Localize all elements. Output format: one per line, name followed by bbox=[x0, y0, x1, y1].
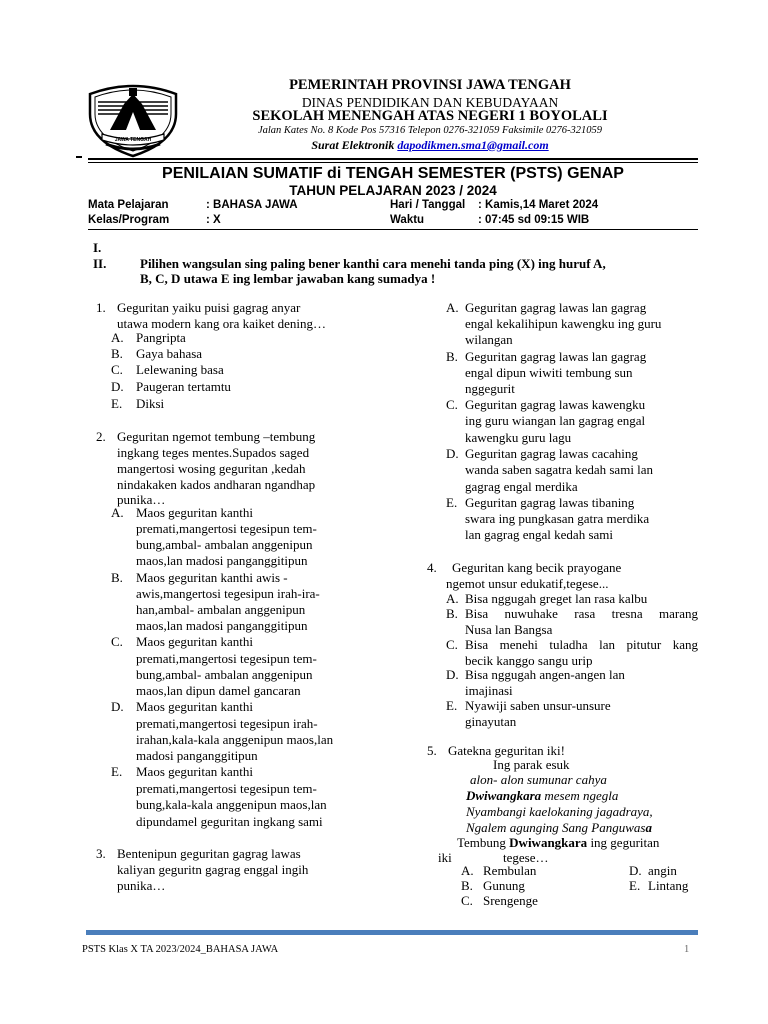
option-key: A. bbox=[111, 505, 124, 520]
option-text: Diksi bbox=[136, 396, 165, 411]
letterhead-email-line bbox=[190, 138, 670, 153]
option-key: D. bbox=[111, 699, 124, 714]
time-label: Waktu bbox=[390, 214, 425, 226]
letterhead-school: SEKOLAH MENENGAH ATAS NEGERI 1 BOYOLALI bbox=[252, 108, 608, 124]
letterhead-rule-thick bbox=[88, 158, 698, 160]
option-text: ing guru wiangan lan gagrag engal bbox=[465, 413, 646, 428]
option-key: A. bbox=[446, 300, 459, 315]
instruction-line-1: Pilihen wangsulan sing paling bener kanthi cara menehi tanda ping (X) ing huruf A, bbox=[140, 256, 606, 271]
option-text: lan gagrag engal kedah sami bbox=[465, 527, 613, 542]
poem-keyword: Dwiwangkara bbox=[466, 788, 542, 803]
province-logo bbox=[84, 80, 182, 160]
option-text: maos,lan dipun damel gancaran bbox=[136, 683, 301, 698]
option-key: C. bbox=[111, 362, 123, 377]
option-key: C. bbox=[461, 893, 473, 908]
option-text: wilangan bbox=[465, 332, 513, 347]
letterhead-rule-thin bbox=[88, 162, 698, 163]
question-stem-line bbox=[457, 835, 659, 852]
option-text: Geguritan gagrag lawas tibaning bbox=[465, 495, 635, 510]
option-key: D. bbox=[111, 379, 124, 394]
option-text: madosi panganggitipun bbox=[136, 748, 258, 763]
question-number: 2. bbox=[96, 429, 106, 444]
option-key: B. bbox=[111, 570, 123, 585]
letterhead-government: PEMERINTAH PROVINSI JAWA TENGAH bbox=[289, 77, 571, 93]
option-text: becik kanggo sangu urip bbox=[465, 653, 593, 668]
option-text: Bisa nggugah angen-angen lan bbox=[465, 667, 625, 682]
poem-line-rest: mesem ngegla bbox=[541, 788, 619, 803]
subject-value: : BAHASA JAWA bbox=[206, 199, 298, 211]
question-stem-line: punika… bbox=[117, 878, 166, 893]
question-number: 4. bbox=[427, 560, 437, 575]
question-stem-line: ngemot unsur edukatif,tegese... bbox=[446, 576, 609, 591]
question-stem-line: Geguritan kang becik prayogane bbox=[452, 560, 622, 575]
option-key: D. bbox=[629, 863, 642, 878]
option-key: C. bbox=[446, 637, 458, 652]
letterhead-department: DINAS PENDIDIKAN DAN KEBUDAYAAN bbox=[301, 95, 559, 110]
option-key: B. bbox=[461, 878, 473, 893]
option-text: Gaya bahasa bbox=[136, 346, 203, 361]
option-text: Maos geguritan kanthi bbox=[136, 634, 253, 649]
option-key: A. bbox=[461, 863, 474, 878]
option-key: C. bbox=[446, 397, 458, 412]
option-text: bung,kala-kala anggenipun maos,lan bbox=[136, 797, 327, 812]
date-value: : Kamis,14 Maret 2024 bbox=[478, 199, 599, 211]
poem-title: Ing parak esuk bbox=[493, 757, 570, 772]
option-text: Geguritan gagrag lawas lan gagrag bbox=[465, 349, 647, 364]
letterhead-dash bbox=[76, 156, 82, 158]
option-text: wanda saben sagatra kedah sami lan bbox=[465, 462, 654, 477]
option-text: imajinasi bbox=[465, 683, 513, 698]
exam-title: PENILAIAN SUMATIF di TENGAH SEMESTER (PSTS) GENAP bbox=[162, 165, 624, 182]
option-text: swara ing pungkasan gatra merdika bbox=[465, 511, 650, 526]
option-text: Maos geguritan kanthi awis - bbox=[136, 570, 288, 585]
time-value: : 07:45 sd 09:15 WIB bbox=[478, 214, 590, 226]
option-text: Lintang bbox=[648, 878, 689, 893]
option-key: E. bbox=[111, 764, 123, 779]
footer-bar bbox=[86, 930, 698, 935]
option-text: irahan,kala-kala anggenipun maos,lan bbox=[136, 732, 334, 747]
option-text: engal dipun wiwiti tembung sun bbox=[465, 365, 633, 380]
option-text: bung,ambal- ambalan anggenipun bbox=[136, 537, 313, 552]
option-text: Geguritan gagrag lawas lan gagrag bbox=[465, 300, 647, 315]
option-text: Pangripta bbox=[136, 330, 186, 345]
option-text: Maos geguritan kanthi bbox=[136, 505, 253, 520]
option-text: Gunung bbox=[483, 878, 525, 893]
option-text: premati,mangertosi tegesipun tem- bbox=[136, 651, 317, 666]
option-text: Bisa menehi tuladha lan pitutur kang bbox=[465, 637, 698, 652]
section-number-1: I. bbox=[93, 240, 102, 255]
question-stem-line: iki bbox=[438, 850, 452, 865]
letterhead-address: Jalan Kates No. 8 Kode Pos 57316 Telepon 0276-321059 Faksimile 0276-321059 bbox=[257, 125, 603, 136]
option-text: maos,lan madosi panganggitipun bbox=[136, 618, 308, 633]
class-value: : X bbox=[206, 214, 221, 226]
option-text: kawengku guru lagu bbox=[465, 430, 572, 445]
option-text: gagrag engal merdika bbox=[465, 479, 578, 494]
option-text: Maos geguritan kanthi bbox=[136, 699, 253, 714]
question-stem-line: mangertosi wosing geguritan ,kedah bbox=[117, 461, 306, 476]
option-text: Bisa nuwuhake rasa tresna marang bbox=[465, 606, 698, 621]
option-text: han,ambal- ambalan anggenipun bbox=[136, 602, 306, 617]
email-label: Surat Elektronik bbox=[311, 138, 395, 152]
option-text: nggegurit bbox=[465, 381, 515, 396]
option-text: Lelewaning basa bbox=[136, 362, 224, 377]
section-number-2: II. bbox=[93, 256, 107, 271]
option-key: D. bbox=[446, 446, 459, 461]
question-stem-line: Geguritan ngemot tembung –tembung bbox=[117, 429, 316, 444]
date-label: Hari / Tanggal bbox=[390, 199, 466, 211]
class-label: Kelas/Program bbox=[88, 214, 170, 226]
question-stem-line: tegese… bbox=[503, 850, 549, 865]
poem-line-end: a bbox=[645, 820, 652, 835]
question-stem-line: ingkang teges mentes.Supados saged bbox=[117, 445, 310, 460]
question-stem-line: punika… bbox=[117, 492, 166, 507]
option-key: A. bbox=[111, 330, 124, 345]
question-number: 1. bbox=[96, 300, 106, 315]
ask-keyword: Dwiwangkara bbox=[509, 835, 588, 850]
option-text: premati,mangertosi tegesipun tem- bbox=[136, 521, 317, 536]
option-key: E. bbox=[629, 878, 641, 893]
option-text: Srengenge bbox=[483, 893, 538, 908]
question-stem-line: Bentenipun geguritan gagrag lawas bbox=[117, 846, 301, 861]
option-text: bung,ambal- ambalan anggenipun bbox=[136, 667, 313, 682]
question-stem-line: Geguritan yaiku puisi gagrag anyar bbox=[117, 300, 301, 315]
poem-line-start: Ngalem agunging Sang Panguwas bbox=[466, 820, 646, 835]
option-key: D. bbox=[446, 667, 459, 682]
instruction-line-2: B, C, D utawa E ing lembar jawaban kang sumadya ! bbox=[140, 271, 436, 286]
ask-end: ing geguritan bbox=[587, 835, 660, 850]
option-text: engal kekalihipun kawengku ing guru bbox=[465, 316, 662, 331]
poem-line: Nyambangi kaelokaning jagadraya, bbox=[466, 804, 653, 819]
option-text: Nyawiji saben unsur-unsure bbox=[465, 698, 611, 713]
option-key: C. bbox=[111, 634, 123, 649]
question-number: 5. bbox=[427, 743, 437, 758]
option-text: Nusa lan Bangsa bbox=[465, 622, 553, 637]
option-text: angin bbox=[648, 863, 677, 878]
option-text: premati,mangertosi tegesipun tem- bbox=[136, 781, 317, 796]
option-text: Geguritan gagrag lawas cacahing bbox=[465, 446, 638, 461]
poem-line: alon- alon sumunar cahya bbox=[470, 772, 607, 787]
poem-line bbox=[466, 788, 618, 805]
email-link[interactable]: dapodikmen.sma1@gmail.com bbox=[397, 138, 549, 152]
option-text: Maos geguritan kanthi bbox=[136, 764, 253, 779]
option-text: Rembulan bbox=[483, 863, 537, 878]
subject-label: Mata Pelajaran bbox=[88, 199, 169, 211]
option-key: E. bbox=[446, 698, 458, 713]
ask-start: Tembung bbox=[457, 835, 510, 850]
option-text: Paugeran tertamtu bbox=[136, 379, 231, 394]
question-stem-line: utawa modern kang ora kaiket dening… bbox=[117, 316, 327, 331]
option-key: E. bbox=[111, 396, 123, 411]
option-text: ginayutan bbox=[465, 714, 517, 729]
option-key: B. bbox=[446, 606, 458, 621]
option-text: Bisa nggugah greget lan rasa kalbu bbox=[465, 591, 648, 606]
option-key: B. bbox=[446, 349, 458, 364]
meta-rule bbox=[88, 229, 698, 230]
option-key: B. bbox=[111, 346, 123, 361]
option-text: premati,mangertosi tegesipun irah- bbox=[136, 716, 318, 731]
option-text: Geguritan gagrag lawas kawengku bbox=[465, 397, 646, 412]
option-text: dipundamel geguritan ingkang sami bbox=[136, 814, 323, 829]
question-number: 3. bbox=[96, 846, 106, 861]
footer-label: PSTS Klas X TA 2023/2024_BAHASA JAWA bbox=[82, 944, 279, 955]
option-text: awis,mangertosi tegesipun irah-ira- bbox=[136, 586, 320, 601]
question-stem-line: kaliyan geguritn gagrag enggal ingih bbox=[117, 862, 309, 877]
question-stem-line: Gatekna geguritan iki! bbox=[448, 743, 565, 758]
question-stem-line: nindakaken kados andharan ngandhap bbox=[117, 477, 316, 492]
option-text: maos,lan madosi panganggitipun bbox=[136, 553, 308, 568]
option-key: E. bbox=[446, 495, 458, 510]
logo-lettering: JAWA TENGAH bbox=[114, 137, 152, 143]
page-number: 1 bbox=[684, 944, 690, 955]
option-key: A. bbox=[446, 591, 459, 606]
exam-year: TAHUN PELAJARAN 2023 / 2024 bbox=[289, 183, 497, 198]
